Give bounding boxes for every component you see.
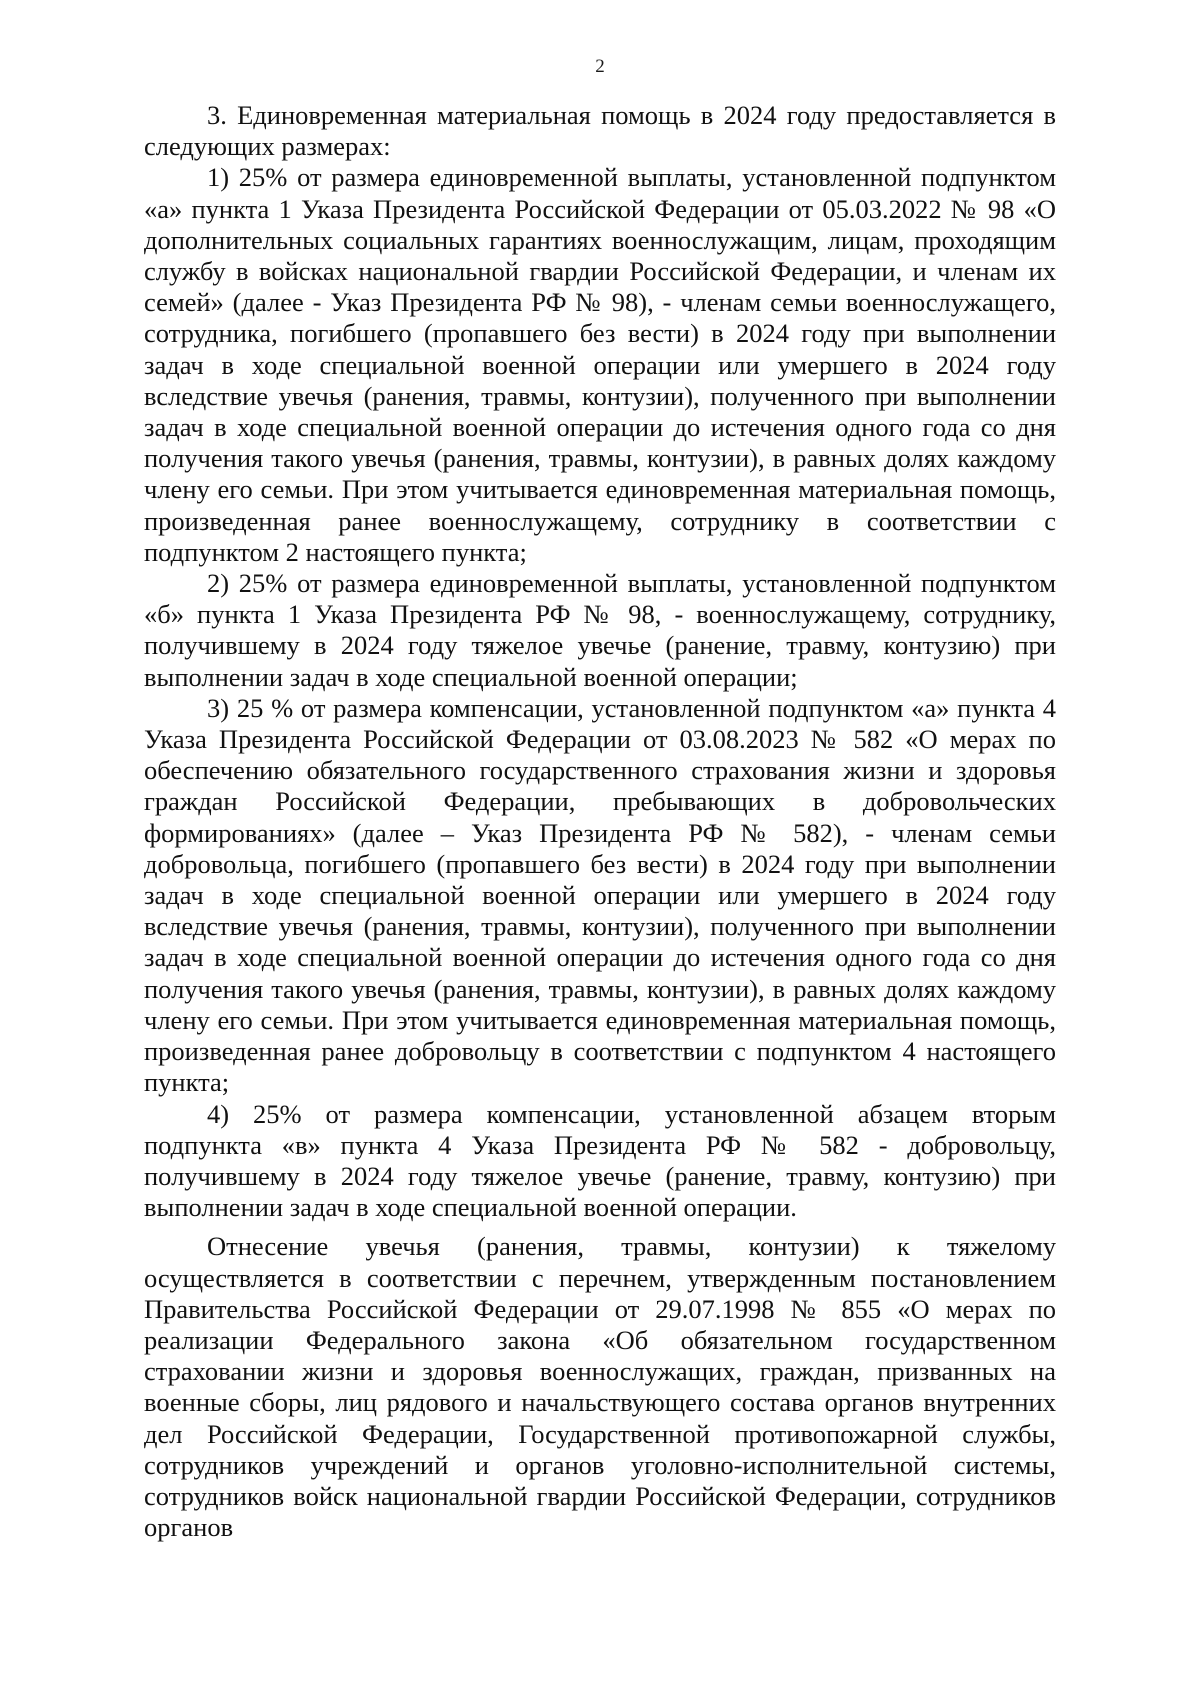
paragraph-subitem-2: 2) 25% от размера единовременной выплаты, установленной подпунктом «б» пункта 1 Указа Президента РФ № 98, - военнослужащему, сотруднику, получившему в 2024 году тяжелое увечье (ранение, травму, контузию) при выполнении задач в ходе специальной военной операции; xyxy=(144,568,1056,692)
paragraph-subitem-3: 3) 25 % от размера компенсации, установленной подпунктом «а» пункта 4 Указа Президента Российской Федерации от 03.08.2023 № 582 «О мерах по обеспечению обязательного государственного страхования жизни и здоровья граждан Российской Федерации, пребывающих в добровольческих формированиях» (далее – Указ Президента РФ № 582), - членам семьи добровольца, погибшего (пропавшего без вести) в 2024 году при выполнении задач в ходе специальной военной операции или умершего в 2024 году вследствие увечья (ранения, травмы, контузии), полученного при выполнении задач в ходе специальной военной операции до истечения одного года со дня получения такого увечья (ранения, травмы, контузии), в равных долях каждому члену его семьи. При этом учитывается единовременная материальная помощь, произведенная ранее добровольцу в соответствии с подпунктом 4 настоящего пункта; xyxy=(144,692,1056,1098)
paragraph-subitem-1: 1) 25% от размера единовременной выплаты, установленной подпунктом «а» пункта 1 Указа Президента Российской Федерации от 05.03.2022 № 98 «О дополнительных социальных гарантиях военнослужащим, лицам, проходящим службу в войсках национальной гвардии Российской Федерации, и членам их семей» (далее - Указ Президента РФ № 98), - членам семьи военнослужащего, сотрудника, погибшего (пропавшего без вести) в 2024 году при выполнении задач в ходе специальной военной операции или умершего в 2024 году вследствие увечья (ранения, травмы, контузии), полученного при выполнении задач в ходе специальной военной операции до истечения одного года со дня получения такого увечья (ранения, травмы, контузии), в равных долях каждому члену его семьи. При этом учитывается единовременная материальная помощь, произведенная ранее военнослужащему, сотруднику в соответствии с подпунктом 2 настоящего пункта; xyxy=(144,162,1056,567)
page-number: 2 xyxy=(595,56,605,77)
paragraph-injury-classification: Отнесение увечья (ранения, травмы, контузии) к тяжелому осуществляется в соответствии с перечнем, утвержденным постановлением Правительства Российской Федерации от 29.07.1998 № 855 «О мерах по реализации Федерального закона «Об обязательном государственном страховании жизни и здоровья военнослужащих, граждан, призванных на военные сборы, лиц рядового и начальствующего состава органов внутренних дел Российской Федерации, Государственной противопожарной службы, сотрудников учреждений и органов уголовно-исполнительной системы, сотрудников войск национальной гвардии Российской Федерации, сотрудников органов xyxy=(144,1231,1056,1543)
document-body xyxy=(144,100,1056,1543)
paragraph-item-3: 3. Единовременная материальная помощь в 2024 году предоставляется в следующих размерах: xyxy=(144,100,1056,162)
paragraph-subitem-4: 4) 25% от размера компенсации, установленной абзацем вторым подпункта «в» пункта 4 Указа Президента РФ № 582 - добровольцу, получившему в 2024 году тяжелое увечье (ранение, травму, контузию) при выполнении задач в ходе специальной военной операции. xyxy=(144,1098,1056,1223)
